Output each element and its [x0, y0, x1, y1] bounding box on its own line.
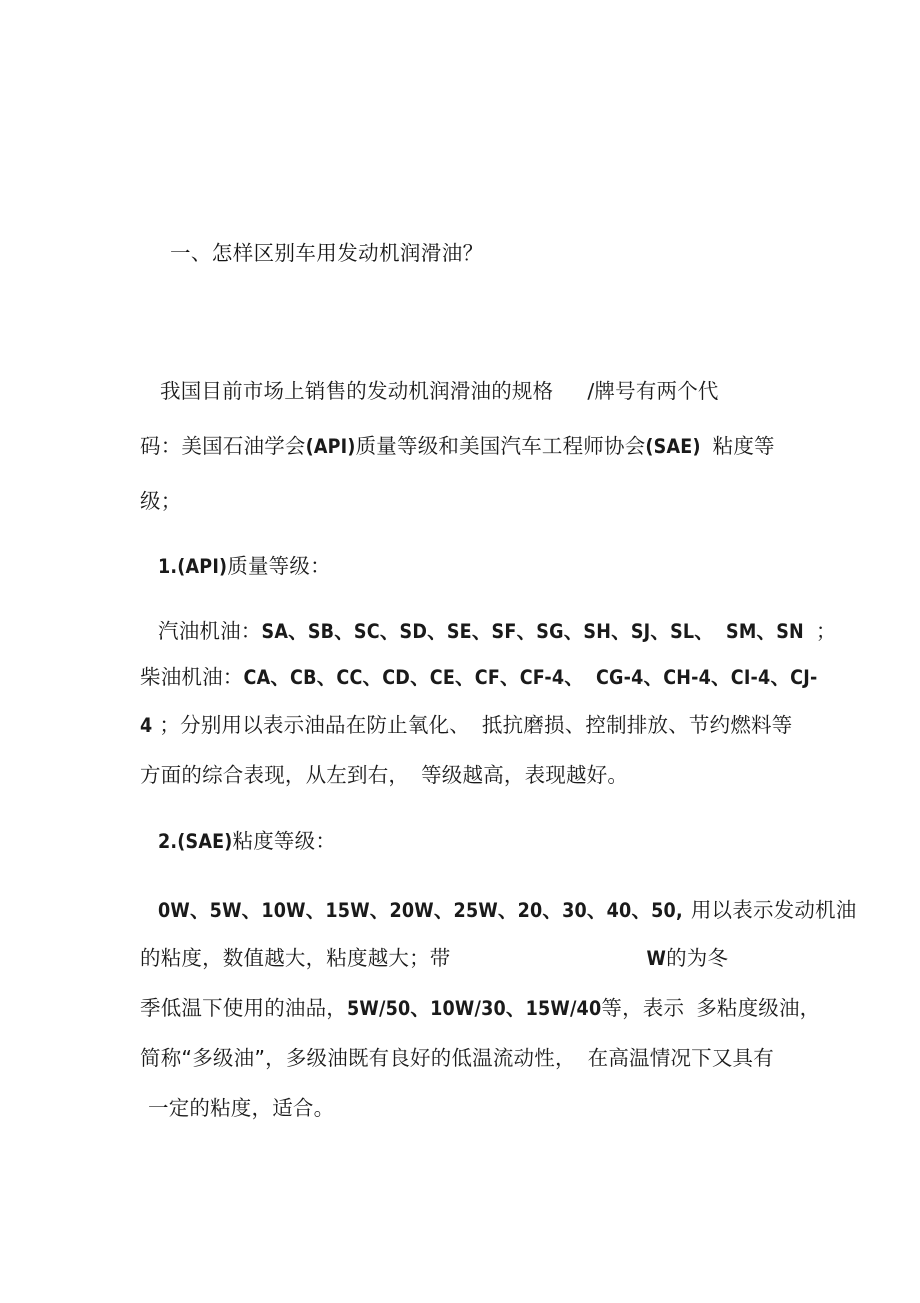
intro-line-2b: 质量等级和美国汽车工程师协会 — [355, 434, 646, 458]
gasoline-end: ； — [815, 619, 837, 643]
section2-line2-a: 的粘度，数值越大，粘度越大；带 — [140, 946, 451, 970]
section2-line3-b: 等，表示 — [601, 996, 685, 1020]
section1-body-line-1 — [140, 713, 793, 737]
intro-line-1b: /牌号有两个代 — [587, 379, 719, 403]
section2-heading-text: 粘度等级： — [232, 829, 337, 853]
api-code: (API) — [305, 435, 356, 458]
diesel-grades-c: 4 — [140, 714, 153, 737]
section2-body-line-4 — [140, 1098, 785, 1119]
intro-line-2 — [140, 436, 785, 457]
section1-body-line-2 — [140, 765, 785, 786]
diesel-label: 柴油机油： — [140, 665, 244, 689]
section2-heading — [140, 831, 785, 852]
intro-line-2a: 码：美国石油学会 — [140, 434, 306, 458]
page-title: 一、怎样区别车用发动机润滑油？ — [170, 241, 484, 265]
section2-line3-a: 季低温下使用的油品， — [140, 996, 347, 1020]
section1-heading — [140, 556, 785, 577]
section2-body-line-3 — [140, 1048, 785, 1069]
sae-grades: 0W、5W、10W、15W、20W、25W、20、30、40、50 — [158, 899, 676, 922]
section1-body-d: 等级越高，表现越好。 — [421, 763, 629, 787]
section1-number: 1. — [158, 555, 178, 578]
gasoline-grades-b: SM、SN — [726, 620, 804, 643]
section2-line4-a: 简称“多级油”，多级油既有良好的低温流动性， — [140, 1046, 576, 1070]
sae-line1-tail: 用以表示发动机油 — [690, 898, 857, 922]
section1-heading-text: 质量等级： — [227, 554, 331, 578]
section2-line5: 一定的粘度，适合。 — [148, 1096, 335, 1120]
section2-code: (SAE) — [177, 830, 233, 853]
multigrade-values: 5W/50、10W/30、15W/40 — [347, 997, 602, 1020]
gasoline-grades-line — [140, 619, 837, 643]
gasoline-grades-a: SA、SB、SC、SD、SE、SF、SG、SH、SJ、SL、 — [261, 620, 714, 643]
intro-line-2c: 粘度等 — [712, 434, 775, 458]
diesel-grades-a: CA、CB、CC、CD、CE、CF、CF-4、 — [243, 666, 584, 689]
section1-body-b: 抵抗磨损、控制排放、节约燃料等 — [481, 713, 793, 737]
sae-grades-tail: , — [675, 899, 683, 922]
w-grade-marker: W — [646, 947, 667, 970]
section1-body-a: ；分别用以表示油品在防止氧化、 — [159, 713, 470, 737]
intro-line-1 — [140, 381, 785, 402]
sae-grades-line — [140, 898, 857, 922]
sae-code: (SAE) — [645, 435, 701, 458]
section2-body-line-2 — [140, 996, 821, 1020]
intro-line-3: 级； — [140, 489, 182, 513]
section2-body-line-1 — [140, 948, 785, 969]
section2-number: 2. — [158, 830, 178, 853]
section1-code: (API) — [177, 555, 228, 578]
document-body — [140, 0, 857, 1303]
gasoline-label: 汽油机油： — [158, 619, 262, 643]
diesel-grades-b: CG-4、CH-4、CI-4、CJ- — [595, 666, 818, 689]
section2-line4-b: 在高温情况下又具有 — [587, 1046, 774, 1070]
section1-body-c: 方面的综合表现，从左到右， — [140, 763, 410, 787]
intro-line-1a: 我国目前市场上销售的发动机润滑油的规格 — [160, 379, 554, 403]
section2-line3-c: 多粘度级油， — [696, 996, 821, 1020]
section2-line2-b: 的为冬 — [666, 946, 729, 970]
diesel-grades-line — [140, 665, 818, 689]
